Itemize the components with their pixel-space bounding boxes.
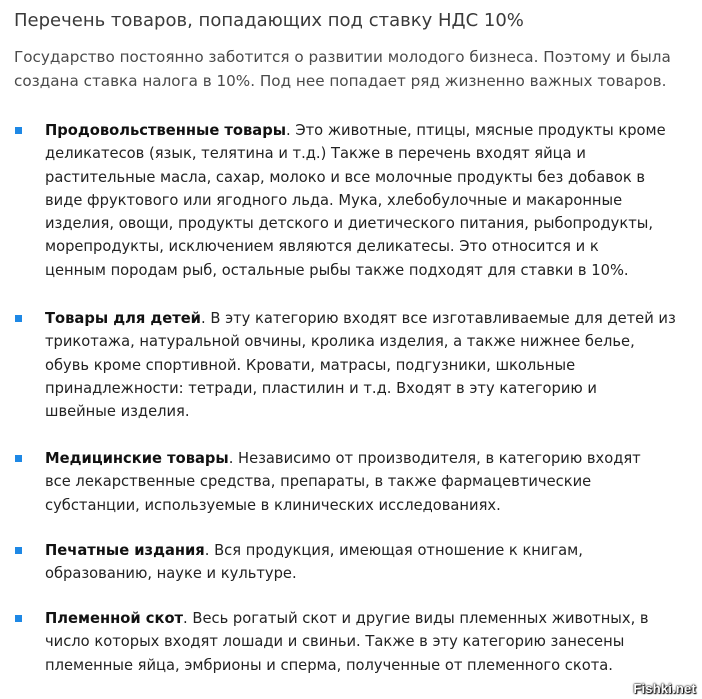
item-line: . Вся продукция, имеющая отношение к книгам, (204, 542, 583, 559)
item-line: растительные масла, сахар, молоко и все молочные продукты без добавок в (45, 168, 646, 186)
list-item-text (45, 447, 641, 517)
item-line: племенные яйца, эмбрионы и сперма, полученные от племенного скота. (45, 656, 613, 674)
item-line: образованию, науке и культуре. (45, 565, 297, 583)
watermark-logo: Fishki.net (633, 681, 696, 696)
item-line: швейные изделия. (45, 403, 190, 421)
list-item-text (45, 119, 666, 282)
item-line: число которых входят лошади и свиньи. Также в эту категорию занесены (45, 633, 625, 651)
page-title: Перечень товаров, попадающих под ставку НДС 10% (14, 10, 524, 31)
item-heading: Племенной скот (45, 610, 184, 627)
item-line: . Независимо от производителя, в категорию входят (228, 450, 641, 467)
bullet-square-icon (15, 615, 22, 622)
bullet-square-icon (15, 315, 22, 322)
item-heading: Продовольственные товары (45, 122, 287, 139)
intro-line: Государство постоянно заботится о развитии молодого бизнеса. Поэтому и была (14, 48, 671, 66)
item-line: трикотажа, натуральной овчины, кролика изделия, а также нижнее белье, (45, 333, 635, 351)
item-line: обувь кроме спортивной. Кровати, матрасы, подгузники, школьные (45, 356, 576, 374)
item-line: . Весь рогатый скот и другие виды племенных животных, в (183, 610, 649, 627)
intro-line: создана ставка налога в 10%. Под нее попадает ряд жизненно важных товаров. (14, 71, 667, 90)
item-line: изделия, овощи, продукты детского и диетического питания, рыбопродукты, (45, 215, 654, 233)
item-line: субстанции, используемые в клинических исследованиях. (45, 496, 501, 514)
item-line: морепродукты, исключением являются деликатесы. Это относится и к (45, 238, 599, 256)
item-heading: Товары для детей (45, 310, 201, 327)
item-line: . В эту категорию входят все изготавливаемые для детей из (200, 310, 676, 327)
item-heading: Печатные издания (45, 542, 205, 559)
bullet-square-icon (15, 127, 22, 134)
item-line: ценным породам рыб, остальные рыбы также подходят для ставки в 10%. (45, 261, 629, 279)
bullet-square-icon (15, 455, 22, 462)
item-line: принадлежности: тетради, пластилин и т.д. Входят в эту категорию и (45, 379, 597, 397)
list-item-text (45, 607, 649, 677)
item-line: . Это животные, птицы, мясные продукты кроме (286, 122, 666, 139)
list-item-text (45, 539, 583, 586)
list-item-text (45, 307, 676, 423)
item-heading: Медицинские товары (45, 450, 229, 467)
bullet-square-icon (15, 547, 22, 554)
item-line: все лекарственные средства, препараты, в также фармацевтические (45, 473, 592, 491)
intro-paragraph (14, 46, 694, 93)
item-line: виде фруктового или ягодного льда. Мука, хлебобулочные и макаронные (45, 191, 623, 209)
item-line: деликатесов (язык, телятина и т.д.) Также в перечень входят яйца и (45, 145, 586, 163)
